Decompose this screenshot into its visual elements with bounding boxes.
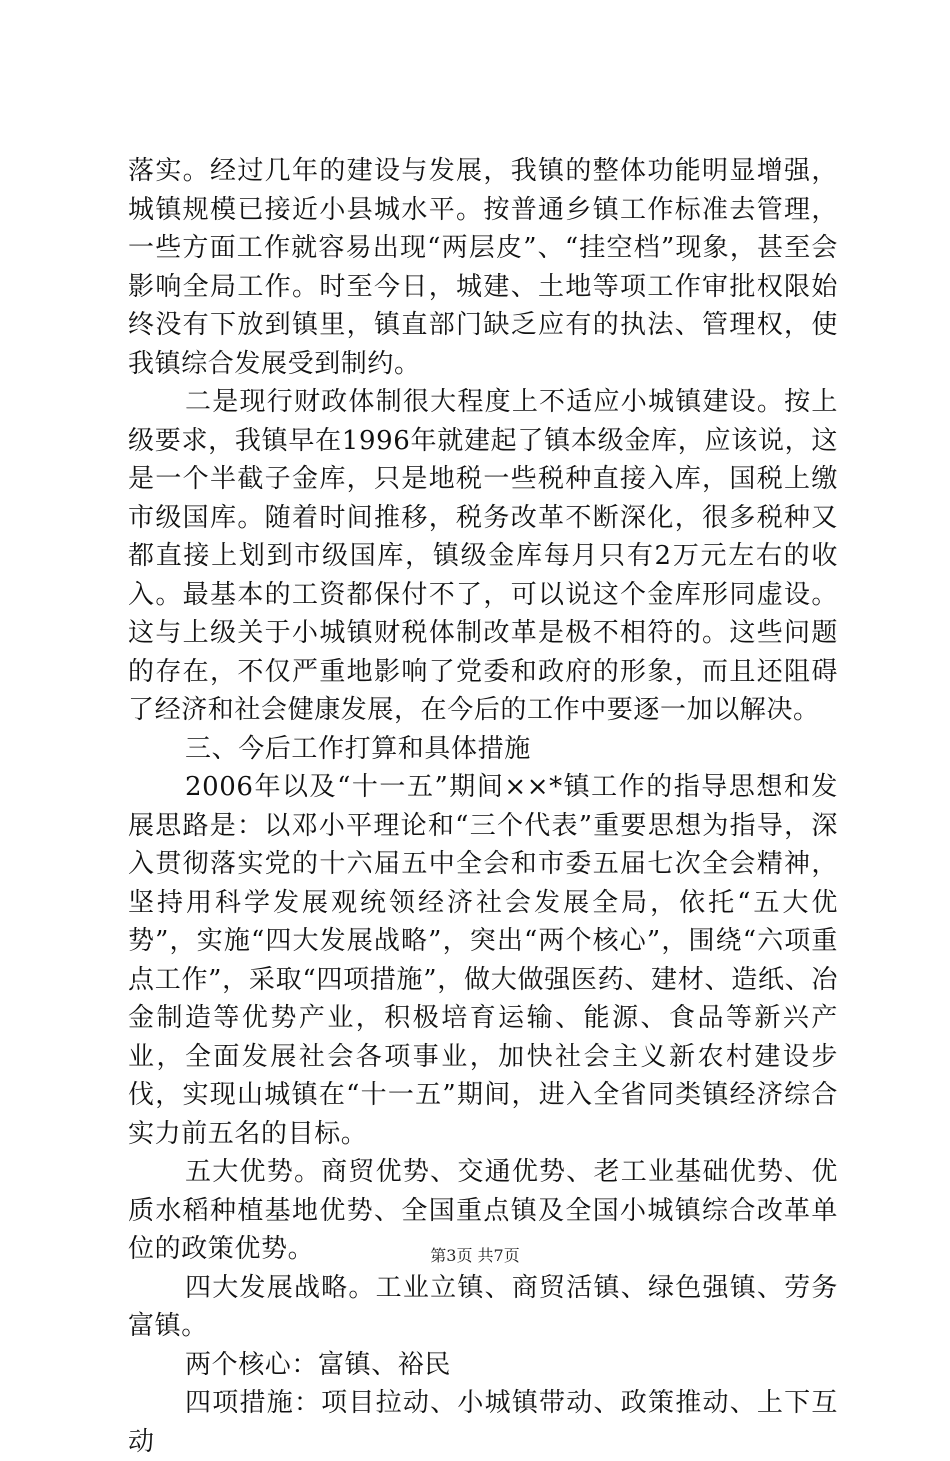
paragraph-four-strategies: 四大发展战略。工业立镇、商贸活镇、绿色强镇、劳务富镇。 [128, 1272, 838, 1341]
paragraph-guiding-thought: 2006年以及“十一五”期间××*镇工作的指导思想和发展思路是：以邓小平理论和“三个代表”重要思想为指导，深入贯彻落实党的十六届五中全会和市委五届七次全会精神，坚持用科学发展观统领经济社会发展全局，依托“五大优势”，实施“四大发展战略”，突出“两个核心”，围绕“六项重点工作”，采取“四项措施”，做大做强医药、建材、造纸、冶金制造等优势产业，积极培育运输、能源、食品等新兴产业，全面发展社会各项事业，加快社会主义新农村建设步伐，实现山城镇在“十一五”期间，进入全省同类镇经济综合实力前五名的目标。 [128, 772, 838, 1149]
paragraph-four-measures: 四项措施：项目拉动、小城镇带动、政策推动、上下互动 [128, 1388, 838, 1457]
paragraph-two-cores: 两个核心：富镇、裕民 [185, 1349, 452, 1380]
paragraph-continuation: 落实。经过几年的建设与发展，我镇的整体功能明显增强，城镇规模已接近小县城水平。按普通乡镇工作标准去管理，一些方面工作就容易出现“两层皮”、“挂空档”现象，甚至会影响全局工作。时至今日，城建、土地等项工作审批权限始终没有下放到镇里，镇直部门缺乏应有的执法、管理权，使我镇综合发展受到制约。 [128, 156, 838, 379]
section-heading: 三、今后工作打算和具体措施 [185, 733, 531, 764]
page-number-footer: 第3页 共7页 [430, 1246, 520, 1265]
paragraph-finance-system: 二是现行财政体制很大程度上不适应小城镇建设。按上级要求，我镇早在1996年就建起了镇本级金库，应该说，这是一个半截子金库，只是地税一些税种直接入库，国税上缴市级国库。随着时间推移，税务改革不断深化，很多税种又都直接上划到市级国库，镇级金库每月只有2万元左右的收入。最基本的工资都保付不了，可以说这个金库形同虚设。这与上级关于小城镇财税体制改革是极不相符的。这些问题的存在，不仅严重地影响了党委和政府的形象，而且还阻碍了经济和社会健康发展，在今后的工作中要逐一加以解决。 [128, 387, 838, 725]
paragraph-five-advantages: 五大优势。商贸优势、交通优势、老工业基础优势、优质水稻种植基地优势、全国重点镇及全国小城镇综合改革单位的政策优势。 [128, 1157, 838, 1264]
